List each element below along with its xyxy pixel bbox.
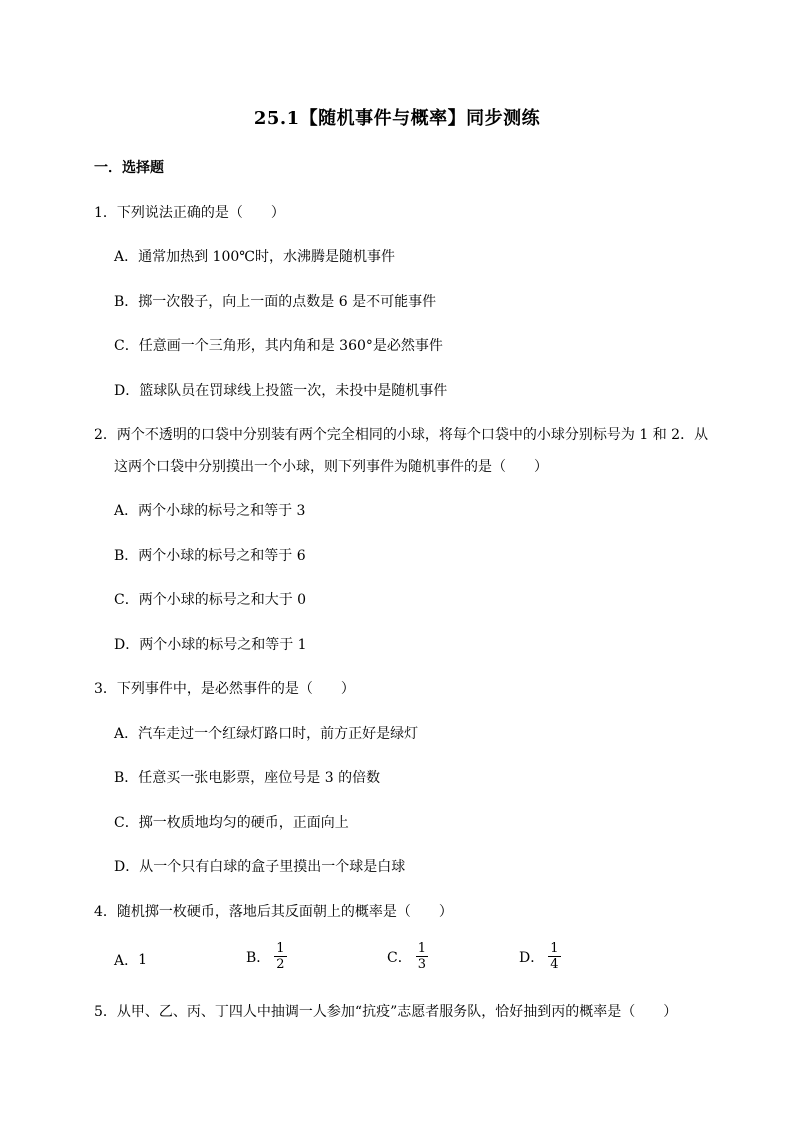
option-label: D． [519, 949, 545, 966]
question-4-stem: 4．随机掷一枚硬币，落地后其反面朝上的概率是（ ） [94, 904, 453, 920]
section-heading: 一．选择题 [94, 160, 164, 176]
question-1-option-c: C．任意画一个三角形，其内角和是 360°是必然事件 [114, 338, 443, 354]
question-3-option-c: C．掷一枚质地均匀的硬币，正面向上 [114, 815, 349, 831]
option-label: A． [114, 953, 139, 969]
question-2-option-b: B．两个小球的标号之和等于 6 [114, 548, 306, 564]
question-4-option-c [387, 942, 428, 971]
question-3-option-d: D．从一个只有白球的盒子里摸出一个球是白球 [114, 859, 406, 875]
fraction-numerator: 1 [417, 941, 426, 956]
page-title: 25.1【随机事件与概率】同步测练 [253, 108, 541, 129]
fraction-denominator: 4 [550, 957, 559, 972]
question-3-option-b: B．任意买一张电影票，座位号是 3 的倍数 [114, 770, 381, 786]
question-2-stem-continued: 这两个口袋中分别摸出一个小球，则下列事件为随机事件的是（ ） [114, 459, 548, 475]
option-value: 1 [138, 952, 148, 968]
question-3-option-a: A．汽车走过一个红绿灯路口时，前方正好是绿灯 [114, 726, 419, 742]
question-2-option-a: A．两个小球的标号之和等于 3 [114, 503, 306, 519]
fraction [274, 942, 286, 971]
question-2-option-c: C．两个小球的标号之和大于 0 [114, 592, 307, 608]
fraction-denominator: 2 [276, 957, 285, 972]
question-1-option-d: D．篮球队员在罚球线上投篮一次，未投中是随机事件 [114, 383, 448, 399]
question-1-option-b: B．掷一次骰子，向上一面的点数是 6 是不可能事件 [114, 294, 437, 310]
option-label: B． [246, 949, 271, 966]
fraction-denominator: 3 [417, 957, 426, 972]
question-4-option-a [114, 950, 147, 970]
fraction [416, 942, 428, 971]
fraction-numerator: 1 [276, 941, 285, 956]
question-3-stem: 3．下列事件中，是必然事件的是（ ） [94, 681, 355, 697]
question-4-option-b [246, 942, 287, 971]
fraction [548, 942, 560, 971]
fraction-numerator: 1 [550, 941, 559, 956]
option-label: C． [387, 949, 412, 966]
question-4-option-d [519, 942, 561, 971]
question-2-stem: 2．两个不透明的口袋中分别装有两个完全相同的小球，将每个口袋中的小球分别标号为 1 和 2．从 [94, 427, 709, 443]
question-2-option-d: D．两个小球的标号之和等于 1 [114, 637, 307, 653]
question-1-stem: 1．下列说法正确的是（ ） [94, 205, 285, 221]
question-1-option-a: A．通常加热到 100℃时，水沸腾是随机事件 [114, 249, 395, 265]
question-5-stem: 5．从甲、乙、丙、丁四人中抽调一人参加“抗疫”志愿者服务队，恰好抽到丙的概率是（ ） [94, 1004, 678, 1020]
